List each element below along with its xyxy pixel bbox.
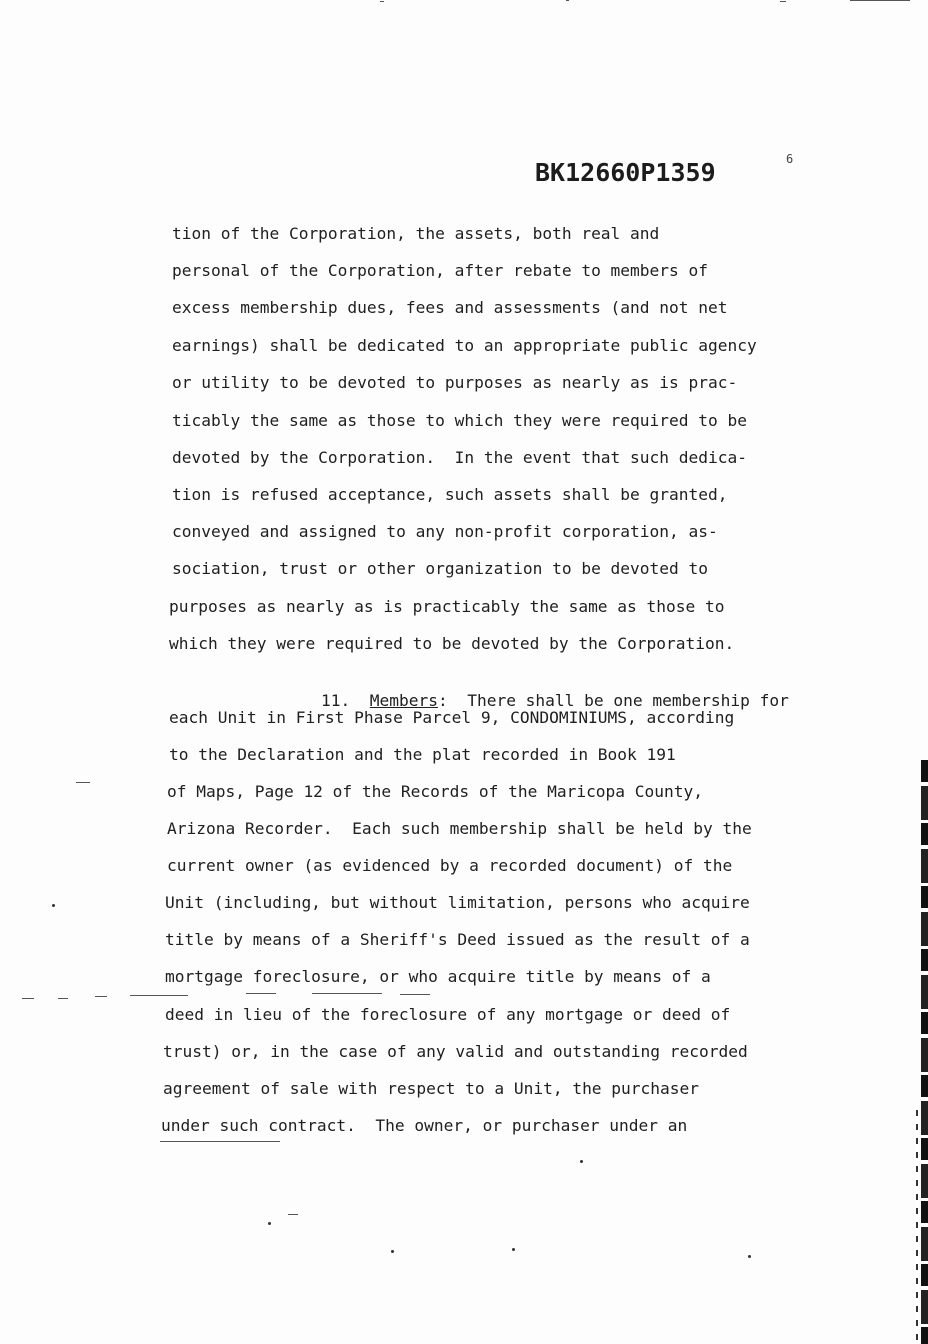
body-line-2: personal of the Corporation, after rebate to members of [172,261,709,280]
section-line-10: trust) or, in the case of any valid and outstanding recorded [163,1042,748,1061]
section-line-4: Arizona Recorder. Each such membership shall be held by the [167,819,752,838]
section-line-1: each Unit in First Phase Parcel 9, CONDOMINIUMS, according [169,708,735,727]
section-first-line-rest: : There shall be one membership for [437,691,789,710]
section-line-6: Unit (including, but without limitation, persons who acquire [165,893,750,912]
section-line-8: mortgage foreclosure, or who acquire title by means of a [165,967,711,986]
body-line-11: purposes as nearly as is practicably the same as those to [169,597,725,616]
body-line-9: conveyed and assigned to any non-profit corporation, as- [172,522,718,541]
corner-mark: 6 [786,152,794,166]
section-line-11: agreement of sale with respect to a Unit, the purchaser [163,1079,700,1098]
section-line-9: deed in lieu of the foreclosure of any mortgage or deed of [165,1005,731,1024]
body-line-12: which they were required to be devoted by the Corporation. [169,634,735,653]
section-line-7: title by means of a Sheriff's Deed issued as the result of a [165,930,750,949]
body-line-3: excess membership dues, fees and assessments (and not net [172,298,728,317]
body-line-7: devoted by the Corporation. In the event that such dedica- [172,448,747,467]
body-line-8: tion is refused acceptance, such assets shall be granted, [172,485,728,504]
section-heading: Members [369,691,438,710]
body-line-1: tion of the Corporation, the assets, both real and [172,224,660,243]
body-line-5: or utility to be devoted to purposes as nearly as is prac- [172,373,738,392]
book-page-stamp: BK12660P1359 [535,158,716,187]
section-line-2: to the Declaration and the plat recorded in Book 191 [169,745,676,764]
section-line-5: current owner (as evidenced by a recorded document) of the [167,856,733,875]
body-line-10: sociation, trust or other organization to be devoted to [172,559,709,578]
section-number: 11. [320,691,351,710]
top-scan-marks [380,0,928,4]
scan-edge-marks [916,1110,918,1340]
section-line-3: of Maps, Page 12 of the Records of the Maricopa County, [167,782,704,801]
body-line-4: earnings) shall be dedicated to an appropriate public agency [172,336,757,355]
section-line-12: under such contract. The owner, or purchaser under an [161,1116,688,1135]
body-line-6: ticably the same as those to which they were required to be [172,411,747,430]
scan-edge-bar [921,760,928,1344]
